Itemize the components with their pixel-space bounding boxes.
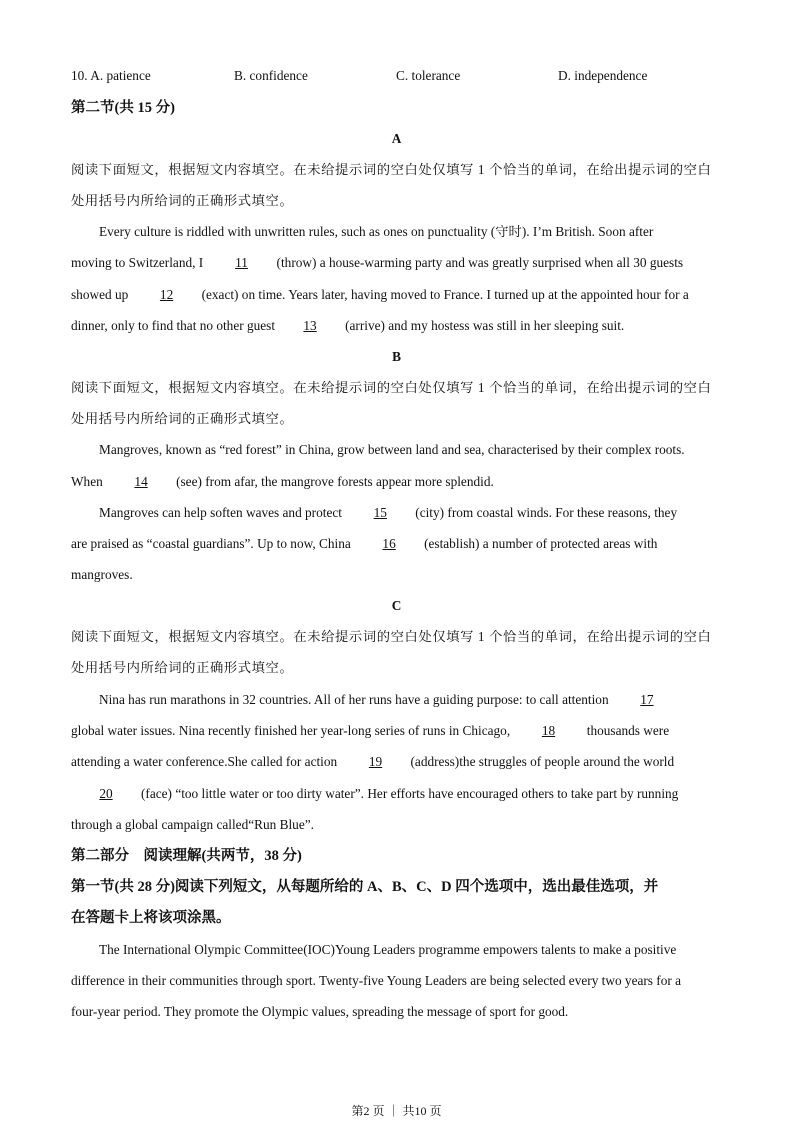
q10-option-a: 10. A. patience [71, 68, 151, 83]
blank-16[interactable]: 16 [382, 536, 396, 551]
q10-option-d: D. independence [558, 68, 648, 83]
q10-option-b: B. confidence [234, 68, 308, 83]
passage-c-line-2: global water issues. Nina recently finished her year-long series of runs in Chicago, 18 thousands were [71, 721, 721, 741]
reading-passage-line-2: difference in their communities through sport. Twenty-five Young Leaders are being selected every two years for a [71, 973, 682, 988]
blank-17[interactable]: 17 [640, 692, 654, 707]
passage-b-label: B [392, 349, 401, 364]
passage-b-line-1: Mangroves, known as “red forest” in China, grow between land and sea, characterised by their complex roots. [99, 442, 685, 457]
passage-a-line-3: showed up 12 (exact) on time. Years later, having moved to France. I turned up at the appointed hour for a [71, 285, 721, 305]
passage-a-line-1: Every culture is riddled with unwritten rules, such as ones on punctuality (守时). I’m British. Soon after [99, 224, 654, 239]
blank-13[interactable]: 13 [303, 318, 317, 333]
part-2-title: 第二部分 阅读理解(共两节，38 分) [71, 848, 302, 864]
part-2-section-1-instruction-1: 第一节(共 28 分)阅读下列短文，从每题所给的 A、B、C、D 四个选项中，选出最佳选项，并 [71, 879, 659, 895]
passage-c-line-4: 20 (face) “too little water or too dirty water”. Her efforts have encouraged others to take part by running [71, 784, 721, 804]
blank-18[interactable]: 18 [541, 723, 556, 738]
passage-a-instruction-2: 处用括号内所给词的正确形式填空。 [71, 193, 294, 208]
passage-c-instruction-2: 处用括号内所给词的正确形式填空。 [71, 660, 294, 675]
blank-12[interactable]: 12 [159, 287, 174, 302]
blank-20[interactable]: 20 [99, 786, 113, 801]
passage-a-instruction-1: 阅读下面短文，根据短文内容填空。在未给提示词的空白处仅填写 1 个恰当的单词，在给出提示词的空白 [71, 162, 712, 177]
passage-c-line-5: through a global campaign called“Run Blue”. [71, 817, 314, 832]
q10-option-c: C. tolerance [396, 68, 461, 83]
section-2-title: 第二节(共 15 分) [71, 100, 175, 116]
passage-c-instruction-1: 阅读下面短文，根据短文内容填空。在未给提示词的空白处仅填写 1 个恰当的单词，在给出提示词的空白 [71, 629, 712, 644]
blank-15[interactable]: 15 [373, 505, 387, 520]
passage-b-instruction-1: 阅读下面短文，根据短文内容填空。在未给提示词的空白处仅填写 1 个恰当的单词，在给出提示词的空白 [71, 380, 712, 395]
passage-a-label: A [391, 131, 402, 146]
passage-c-line-3: attending a water conference.She called for action 19 (address)the struggles of people around the world [71, 752, 721, 772]
passage-b-line-3: Mangroves can help soften waves and protect 15 (city) from coastal winds. For these reasons, they [99, 503, 721, 523]
passage-a-line-2: moving to Switzerland, I 11 (throw) a house-warming party and was greatly surprised when all 30 guests [71, 253, 721, 273]
reading-passage-line-1: The International Olympic Committee(IOC)Young Leaders programme empowers talents to make a positive [99, 942, 677, 957]
passage-a-line-4: dinner, only to find that no other guest 13 (arrive) and my hostess was still in her sleeping suit. [71, 316, 721, 336]
blank-19[interactable]: 19 [368, 754, 383, 769]
passage-c-line-1: Nina has run marathons in 32 countries. All of her runs have a guiding purpose: to call attention 17 [99, 690, 721, 710]
page-footer: 第2 页 ｜ 共10 页 [351, 1104, 442, 1118]
passage-b-line-2: When 14 (see) from afar, the mangrove forests appear more splendid. [71, 472, 721, 492]
passage-b-line-4: are praised as “coastal guardians”. Up to now, China 16 (establish) a number of protected areas with [71, 534, 721, 554]
part-2-section-1-instruction-2: 在答题卡上将该项涂黑。 [71, 910, 231, 926]
passage-b-line-5: mangroves. [71, 567, 133, 582]
blank-11[interactable]: 11 [235, 255, 248, 270]
reading-passage-line-3: four-year period. They promote the Olympic values, spreading the message of sport for good. [71, 1004, 569, 1019]
passage-b-instruction-2: 处用括号内所给词的正确形式填空。 [71, 411, 294, 426]
passage-c-label: C [391, 598, 402, 613]
blank-14[interactable]: 14 [134, 474, 148, 489]
